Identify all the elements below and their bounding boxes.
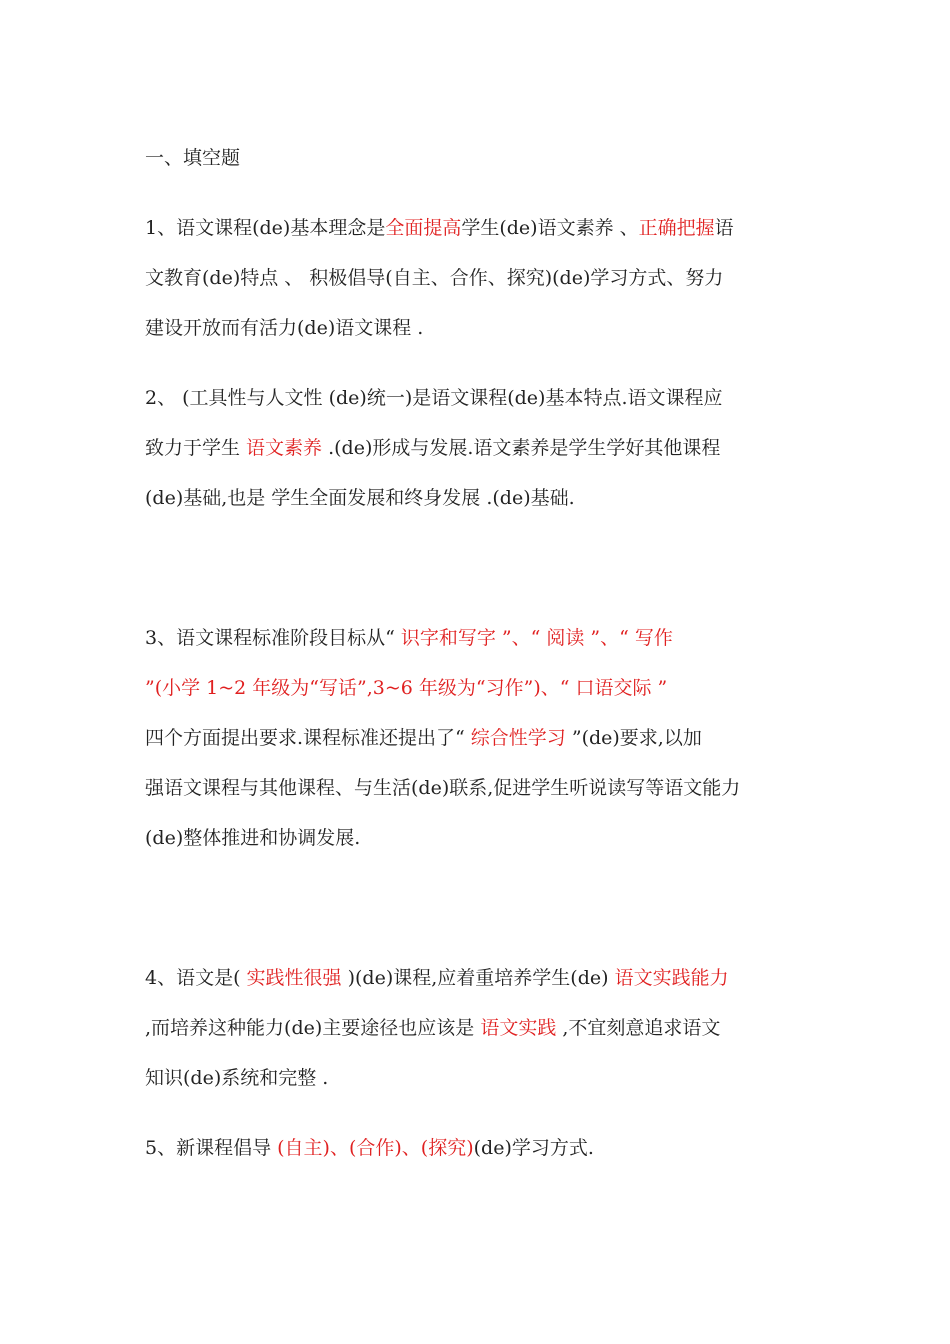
text-run: ,而培养这种能力(de)主要途径也应该是 [145, 1017, 481, 1039]
question-1 [145, 203, 805, 353]
text-run: )(de)课程,应着重培养学生(de) [341, 967, 615, 989]
question-5 [145, 1123, 805, 1173]
question-4-line-3: 知识(de)系统和完整 . [145, 1067, 329, 1089]
question-3-line-2: ”(小学 1~2 年级为“写话”,3~6 年级为“习作”)、“ 口语交际 ” [145, 677, 668, 699]
text-run: 5、新课程倡导 [145, 1137, 278, 1159]
answer-text: 识字和写字 ”、“ 阅读 ”、“ 写作 [400, 627, 673, 649]
question-5-line-1 [145, 1123, 805, 1173]
text-run: ”(de)要求,以加 [565, 727, 702, 749]
text-run: ,不宜刻意追求语文 [556, 1017, 721, 1039]
question-2-line-3: (de)基础,也是 学生全面发展和终身发展 .(de)基础. [145, 487, 575, 509]
question-1-line-2: 文教育(de)特点 、 积极倡导(自主、合作、探究)(de)学习方式、努力 [145, 267, 724, 289]
question-3 [145, 613, 805, 863]
text-run: 学生(de)语文素养 、 [461, 217, 639, 239]
text-run: 致力于学生 [145, 437, 247, 459]
question-3-line-3 [145, 713, 805, 763]
text-run: 3、语文课程标准阶段目标从“ [145, 627, 401, 649]
answer-text: (自主)、(合作)、(探究) [277, 1137, 474, 1159]
answer-text: 语文实践 [480, 1017, 557, 1039]
question-3-line-1 [145, 613, 805, 663]
text-run: (de)学习方式. [473, 1137, 594, 1159]
question-4-line-1 [145, 953, 805, 1003]
answer-text: 正确把握 [638, 217, 715, 239]
question-2-line-1: 2、 (工具性与人文性 (de)统一)是语文课程(de)基本特点.语文课程应 [145, 387, 723, 409]
answer-text: 语文实践能力 [614, 967, 729, 989]
answer-text: 实践性很强 [246, 967, 342, 989]
section-heading: 一、填空题 [145, 147, 241, 169]
text-run: 4、语文是( [145, 967, 247, 989]
text-run: 语 [714, 217, 734, 239]
question-3-line-4: 强语文课程与其他课程、与生活(de)联系,促进学生听说读写等语文能力 [145, 777, 741, 799]
text-run: 四个方面提出要求.课程标准还提出了“ [145, 727, 471, 749]
question-1-line-3: 建设开放而有活力(de)语文课程 . [145, 317, 424, 339]
question-4 [145, 953, 805, 1103]
text-run: 1、语文课程(de)基本理念是 [145, 217, 386, 239]
question-3-line-5: (de)整体推进和协调发展. [145, 827, 361, 849]
answer-text: 语文素养 [246, 437, 323, 459]
question-2-line-2 [145, 423, 805, 473]
answer-text: 综合性学习 [470, 727, 566, 749]
answer-text: 全面提高 [385, 217, 462, 239]
text-run: .(de)形成与发展.语文素养是学生学好其他课程 [322, 437, 721, 459]
question-2 [145, 373, 805, 523]
question-4-line-2 [145, 1003, 805, 1053]
question-1-line-1 [145, 203, 805, 253]
